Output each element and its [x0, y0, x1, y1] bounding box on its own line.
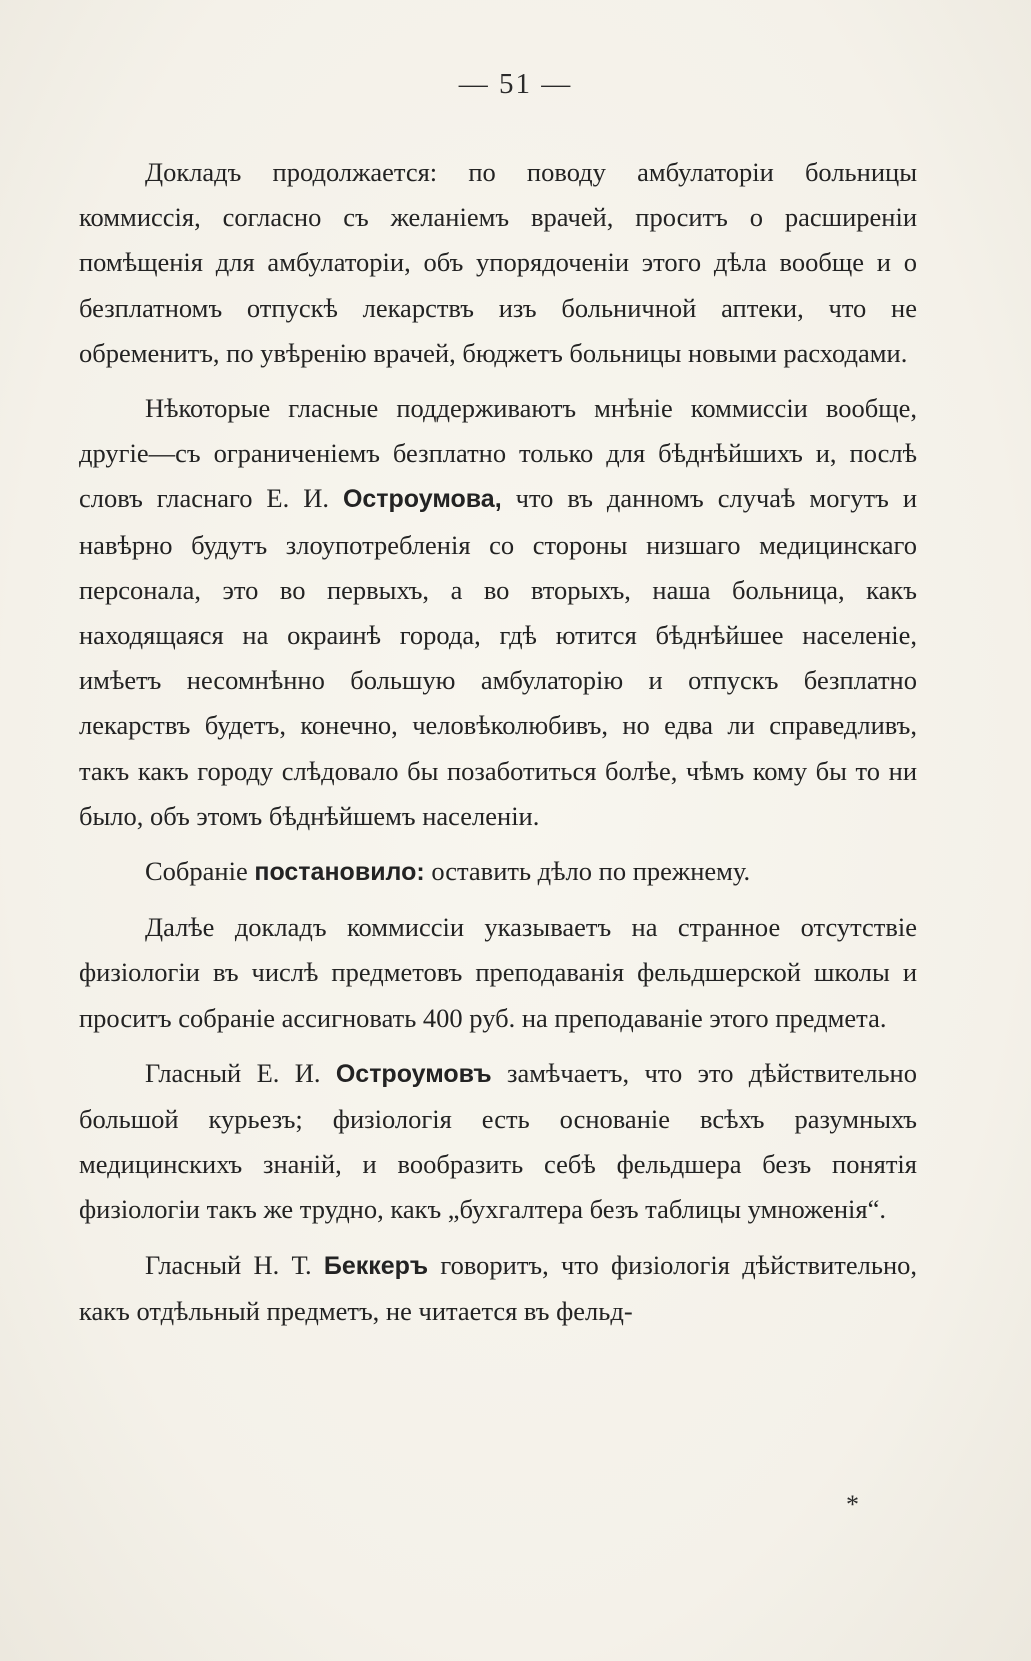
paragraph-text: Докладъ продолжается: по поводу амбулаторіи больницы коммиссія, согласно съ желаніемъ врачей, проситъ о расширеніи помѣщенія для амбулаторіи, объ упорядоченіи этого дѣла вообще и о безплатномъ отпускѣ лекарствъ изъ больничной аптеки, что не обременитъ, по увѣренію врачей, бюджетъ больницы новыми расходами.: [79, 157, 917, 368]
paragraph: [79, 1051, 917, 1233]
paragraph-text: говоритъ, что физіологія дѣйствительно, какъ отдѣльный предметъ, не читается въ фельд-: [79, 1249, 918, 1326]
paragraph: [79, 150, 917, 376]
paragraph-text: оставить дѣло по прежнему.: [424, 856, 751, 887]
paragraph: [79, 386, 917, 839]
paragraph: [79, 1243, 917, 1334]
paragraph: [79, 849, 917, 895]
paragraph-text: Гласный Н. Т.: [145, 1249, 324, 1280]
footnote-mark: *: [846, 1490, 859, 1519]
paragraph-text: Нѣкоторые гласные поддерживаютъ мнѣніе коммиссіи вообще, другіе—съ ограниченіемъ безплатно только для бѣднѣйшихъ и, послѣ словъ гласнаго Е. И.: [79, 393, 917, 514]
paragraph: [79, 905, 917, 1041]
paragraph-text: что въ данномъ случаѣ могутъ и навѣрно будутъ злоупотребленія со стороны низшаго медицинскаго персонала, это во первыхъ, а во вторыхъ, наша больница, какъ находящаяся на окраинѣ города, гдѣ ютится бѣднѣйшее населеніе, имѣетъ несомнѣнно большую амбулаторію и отпускъ безплатно лекарствъ будетъ, конечно, человѣколюбивъ, но едва ли справедливъ, такъ какъ городу слѣдовало бы позаботиться болѣе, чѣмъ кому бы то ни было, объ этомъ бѣднѣйшемъ населеніи.: [79, 483, 917, 831]
bold-name: Остроумова,: [342, 485, 502, 514]
body-text: [79, 150, 917, 1344]
page-number: — 51 —: [458, 68, 573, 100]
bold-name: Беккеръ: [323, 1251, 429, 1280]
paragraph-text: Далѣе докладъ коммиссіи указываетъ на странное отсутствіе физіологіи въ числѣ предметовъ преподаванія фельдшерской школы и проситъ собраніе ассигновать 400 руб. на преподаваніе этого предмета.: [79, 912, 917, 1033]
paragraph-text: замѣчаетъ, что это дѣйствительно большой курьезъ; физіологія есть основаніе всѣхъ разумныхъ медицинскихъ знаній, и вообразить себѣ фельдшера безъ понятія физіологіи такъ же трудно, какъ „бухгалтера безъ таблицы умноженія“.: [79, 1057, 917, 1225]
paragraph-text: Собраніе: [145, 856, 255, 887]
bold-name: Остроумовъ: [335, 1059, 492, 1088]
paragraph-text: Гласный Е. И.: [145, 1057, 336, 1088]
bold-term: постановило:: [254, 858, 425, 887]
